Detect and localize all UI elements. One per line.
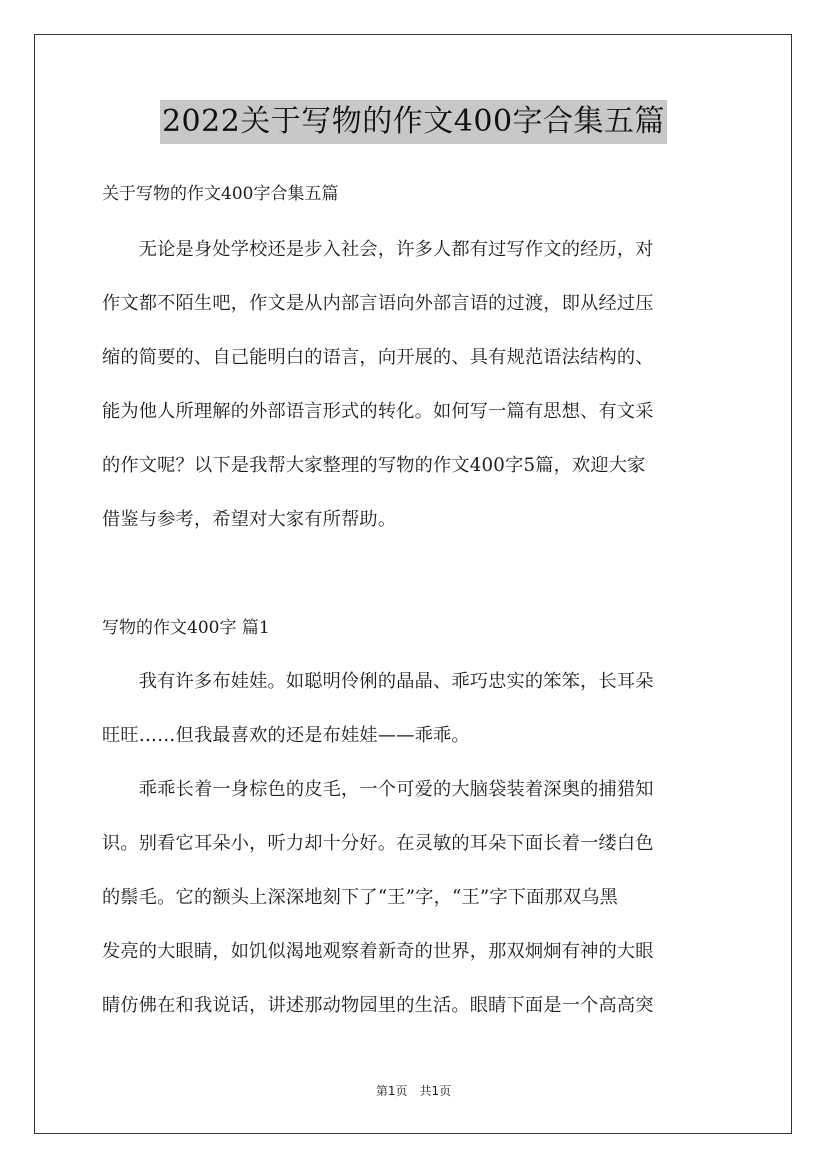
intro-line: 无论是身处学校还是步入社会，许多人都有过写作文的经历，对 (102, 239, 654, 260)
intro-line: 作文都不陌生吧，作文是从内部言语向外部言语的过渡，即从经过压 (102, 293, 654, 314)
paragraph-line: 我有许多布娃娃。如聪明伶俐的晶晶、乖巧忠实的笨笨，长耳朵 (102, 671, 654, 692)
page-footer: 第1页 共1页 (375, 1084, 452, 1098)
document-subtitle: 关于写物的作文400字合集五篇 (102, 184, 339, 204)
paragraph-line: 识。别看它耳朵小，听力却十分好。在灵敏的耳朵下面长着一缕白色 (102, 833, 654, 854)
paragraph-line: 发亮的大眼睛，如饥似渴地观察着新奇的世界，那双炯炯有神的大眼 (102, 941, 654, 962)
paragraph-line: 的鬃毛。它的额头上深深地刻下了“王”字，“王”字下面那双乌黑 (102, 887, 619, 908)
intro-line: 缩的简要的、自己能明白的语言，向开展的、具有规范语法结构的、 (102, 347, 654, 368)
intro-line: 借鉴与参考，希望对大家有所帮助。 (102, 509, 397, 530)
intro-line: 能为他人所理解的外部语言形式的转化。如何写一篇有思想、有文采 (102, 401, 654, 422)
paragraph-line: 旺旺……但我最喜欢的还是布娃娃——乖乖。 (102, 725, 470, 746)
paragraph-line: 乖乖长着一身棕色的皮毛，一个可爱的大脑袋装着深奥的捕猎知 (102, 779, 654, 800)
section-heading: 写物的作文400字 篇1 (102, 618, 270, 638)
document-title: 2022关于写物的作文400字合集五篇 (160, 100, 667, 144)
title-container (0, 100, 827, 144)
intro-line: 的作文呢？以下是我帮大家整理的写物的作文400字5篇，欢迎大家 (102, 455, 646, 476)
paragraph-line: 睛仿佛在和我说话，讲述那动物园里的生活。眼睛下面是一个高高突 (102, 995, 654, 1016)
